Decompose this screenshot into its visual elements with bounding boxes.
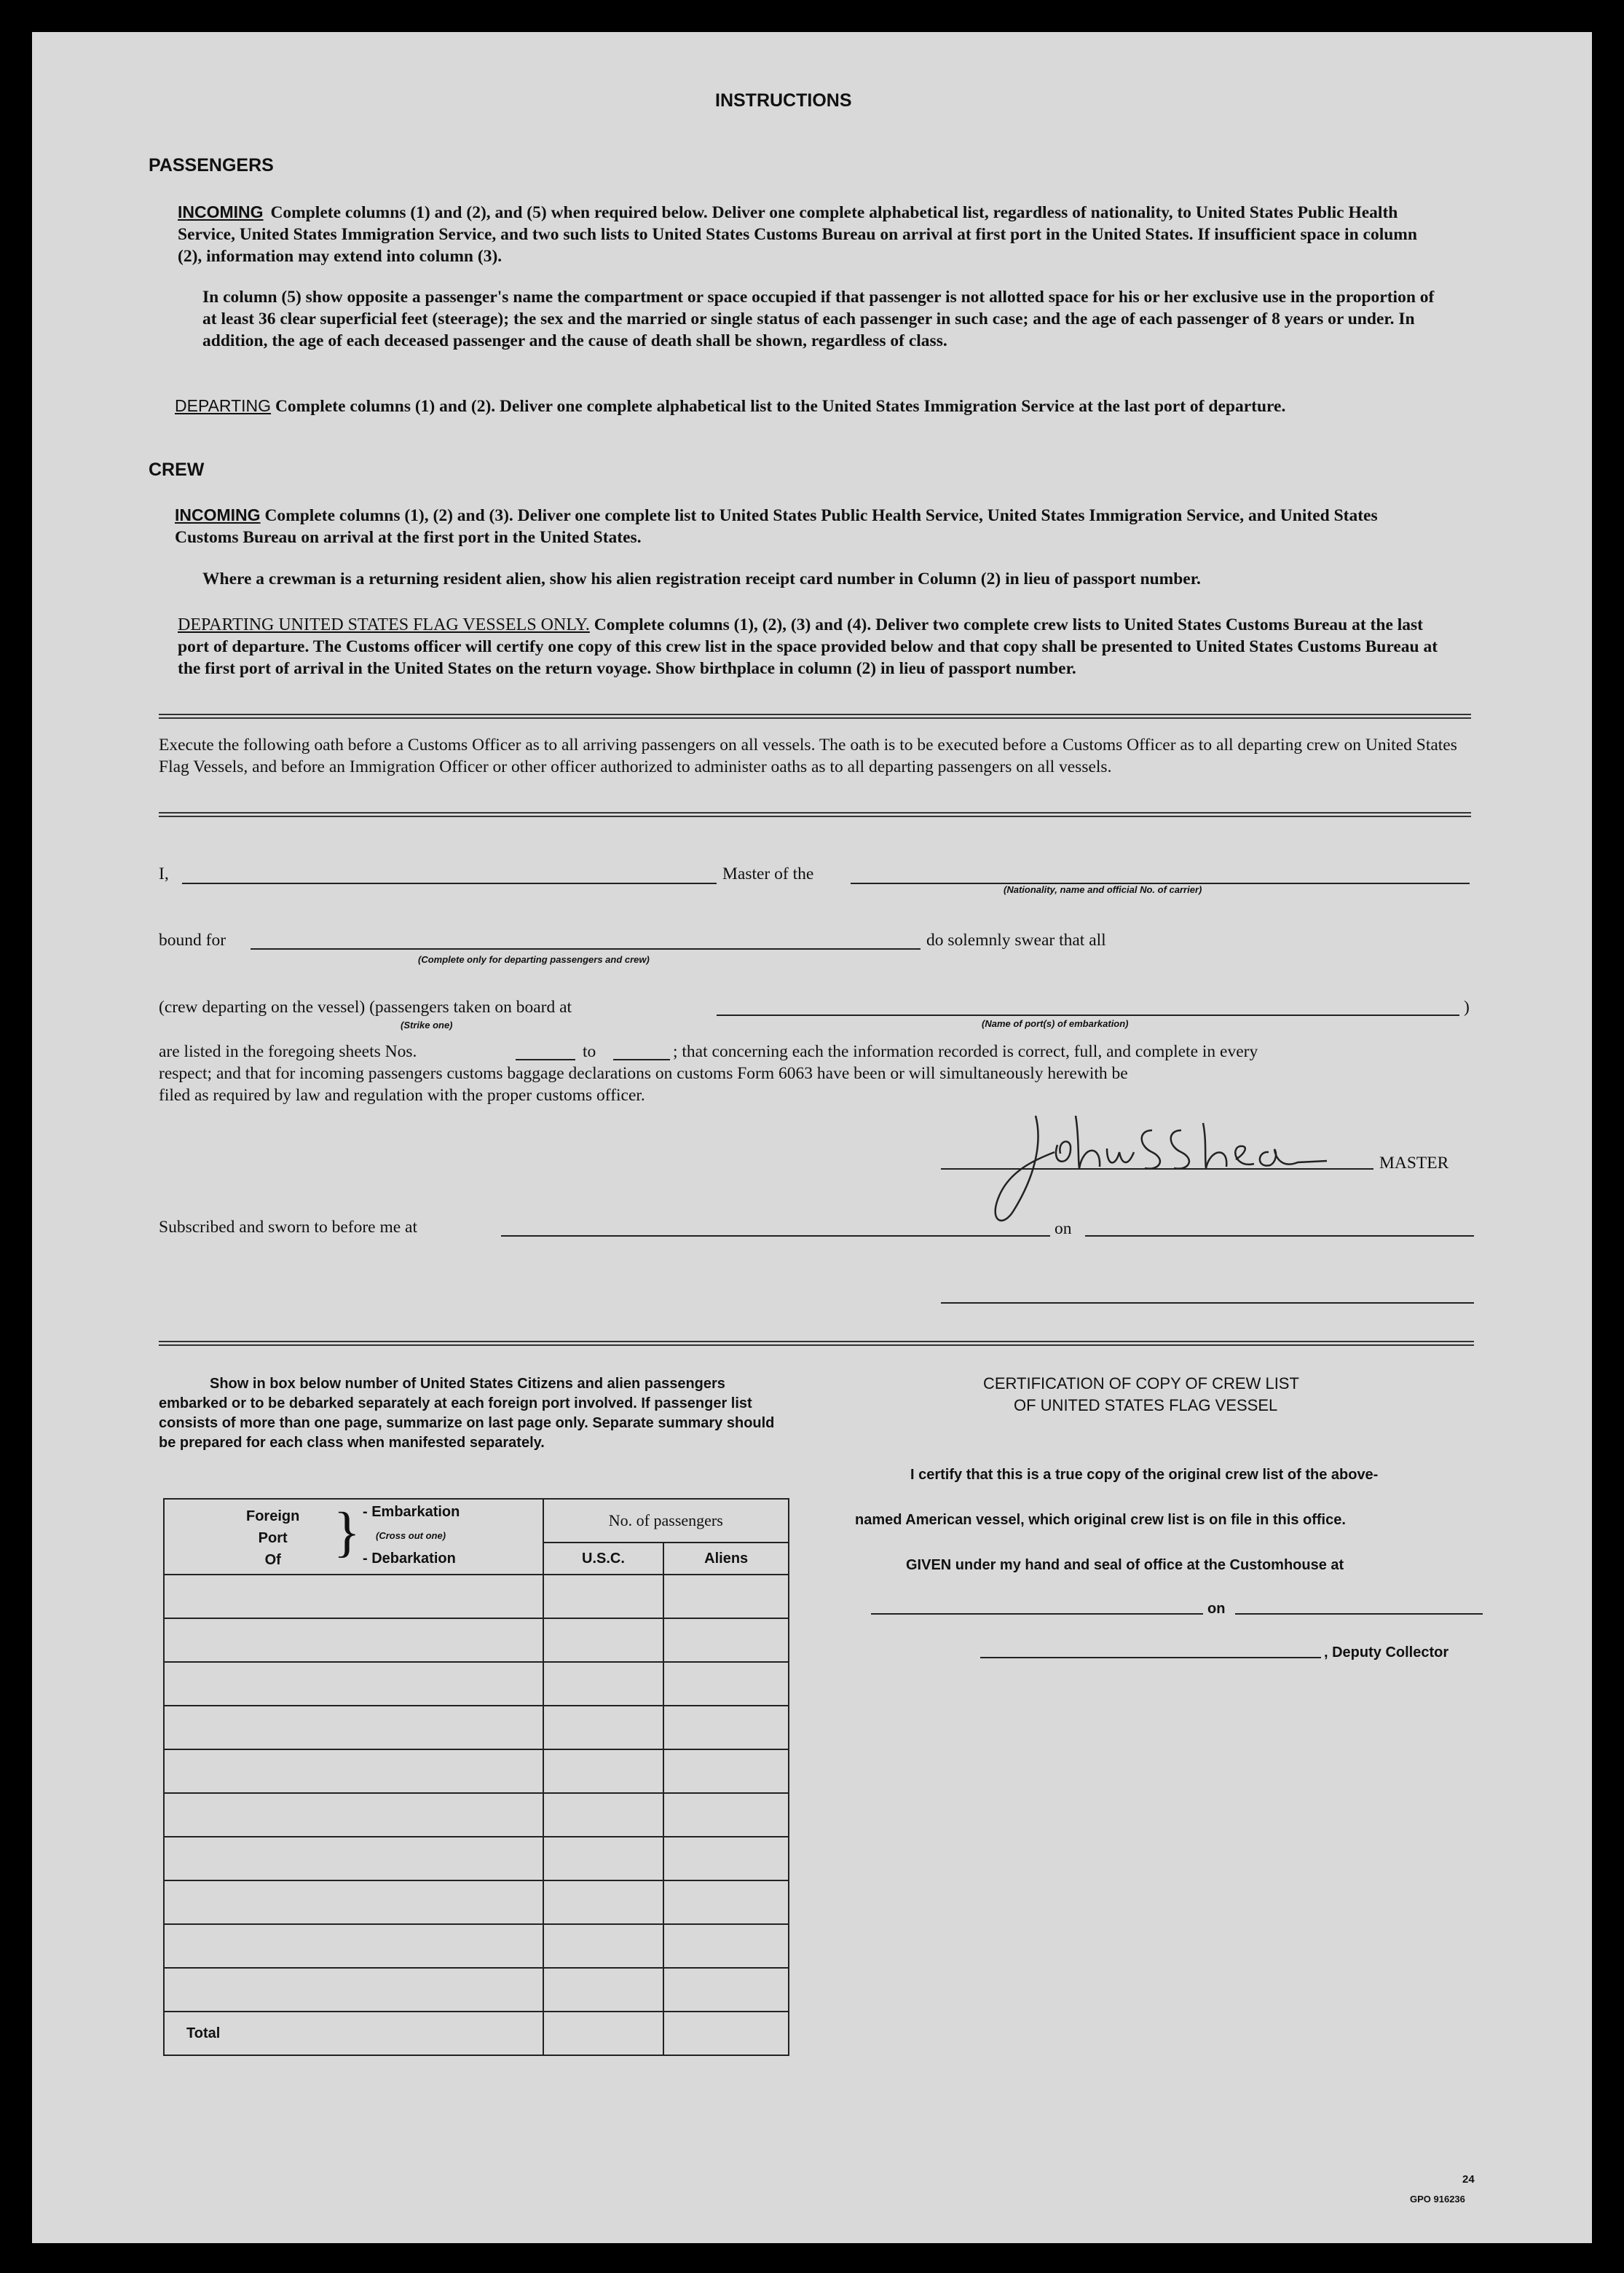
aliens-cell[interactable] — [663, 1793, 789, 1837]
listed-text-c: respect; and that for incoming passengers customs baggage declarations on customs Form 6063 have been or will simultaneously herewith be — [159, 1064, 1128, 1083]
embarkation-label: - Embarkation — [363, 1504, 460, 1520]
sworn-place-field[interactable] — [501, 1235, 1050, 1237]
aliens-cell[interactable] — [663, 1618, 789, 1662]
passengers-heading: PASSENGERS — [149, 155, 274, 176]
bound-for-label: bound for — [159, 931, 226, 950]
page-mark: 24 — [1462, 2173, 1475, 2186]
passengers-incoming-label: INCOMING — [178, 202, 264, 221]
table-row — [164, 1968, 789, 2012]
port-cell[interactable] — [164, 1880, 543, 1924]
usc-cell[interactable] — [543, 1706, 664, 1749]
port-cell[interactable] — [164, 1968, 543, 2012]
total-row — [164, 2012, 789, 2055]
subscribed-label: Subscribed and sworn to before me at — [159, 1218, 418, 1237]
total-usc-cell[interactable] — [543, 2012, 664, 2055]
crew-departing-text-line: (crew departing on the vessel) (passengers taken on board at — [159, 998, 572, 1017]
port-cell[interactable] — [164, 1706, 543, 1749]
crew-resident-note: Where a crewman is a returning resident alien, show his alien registration receipt card number in Column (2) in lieu of passport number. — [202, 570, 1201, 588]
strike-caption: (Strike one) — [401, 1020, 453, 1031]
aliens-header: Aliens — [663, 1543, 789, 1575]
divider — [159, 812, 1471, 817]
aliens-cell[interactable] — [663, 1924, 789, 1968]
master-of-the-label: Master of the — [722, 864, 814, 883]
aliens-cell[interactable] — [663, 1837, 789, 1880]
port-cell[interactable] — [164, 1749, 543, 1793]
sworn-on-label: on — [1055, 1219, 1072, 1238]
crew-incoming-label: INCOMING — [175, 505, 261, 524]
usc-cell[interactable] — [543, 1968, 664, 2012]
total-label: Total — [164, 2012, 543, 2055]
passenger-summary-table — [163, 1498, 789, 2056]
certification-line-3: GIVEN under my hand and seal of office at the Customhouse at — [906, 1557, 1344, 1573]
passengers-incoming — [178, 201, 1445, 267]
aliens-cell[interactable] — [663, 1662, 789, 1706]
officer-signature-field[interactable] — [941, 1302, 1474, 1304]
deputy-collector-label: , Deputy Collector — [1324, 1644, 1449, 1661]
close-paren: ) — [1464, 998, 1470, 1017]
bound-for-field[interactable] — [251, 948, 921, 950]
no-passengers-header: No. of passengers — [543, 1499, 789, 1543]
aliens-cell[interactable] — [663, 1749, 789, 1793]
crew-departing-text: Complete columns (1), (2), (3) and (4). Deliver two complete crew lists to United States Customs Bureau at the last port of departure. The Customs officer will certify one copy of this crew list in the space provided below and that copy shall be presented to United States Customs Bureau at the first port of arrival in the United States on the return voyage. Show birthplace in column (2) in lieu of passport number. — [178, 615, 1438, 678]
certification-heading-2: OF UNITED STATES FLAG VESSEL — [1014, 1396, 1278, 1414]
ports-caption: (Name of port(s) of embarkation) — [982, 1018, 1129, 1029]
total-aliens-cell[interactable] — [663, 2012, 789, 2055]
brace-icon: } — [334, 1502, 360, 1563]
sheet-to-field[interactable] — [613, 1059, 670, 1060]
port-cell[interactable] — [164, 1924, 543, 1968]
sworn-date-field[interactable] — [1085, 1235, 1474, 1237]
passengers-departing — [175, 395, 1445, 417]
passengers-incoming-text: Complete columns (1) and (2), and (5) when required below. Deliver one complete alphabetical list, regardless of nationality, to United States Public Health Service, United States Immigration Service, and two such lists to United States Customs Bureau on arrival at first port in the United States. If insufficient space in column (2), information may extend into column (3). — [178, 203, 1417, 266]
carrier-caption: (Nationality, name and official No. of carrier) — [1004, 884, 1202, 895]
summary-note: Show in box below number of United States Citizens and alien passengers embarked or to be debarked separately at each foreign port involved. If passenger list consists of more than one page, summarize on last page only. Separate summary should be prepared for each class when manifested separately. — [159, 1376, 775, 1451]
port-cell[interactable] — [164, 1575, 543, 1618]
master-name-field[interactable] — [182, 883, 717, 884]
usc-cell[interactable] — [543, 1618, 664, 1662]
table-row — [164, 1837, 789, 1880]
table-row — [164, 1749, 789, 1793]
of-label: Of — [264, 1552, 281, 1568]
listed-label: are listed in the foregoing sheets Nos. — [159, 1042, 417, 1061]
passengers-departing-text: Complete columns (1) and (2). Deliver one complete alphabetical list to the United States Immigration Service at the last port of departure. — [275, 397, 1286, 416]
aliens-cell[interactable] — [663, 1968, 789, 2012]
crew-departing-label: DEPARTING UNITED STATES FLAG VESSELS ONLY. — [178, 615, 590, 634]
aliens-cell[interactable] — [663, 1706, 789, 1749]
deputy-collector-field[interactable] — [980, 1657, 1321, 1658]
aliens-cell[interactable] — [663, 1575, 789, 1618]
page-title: INSTRUCTIONS — [715, 90, 852, 111]
port-cell[interactable] — [164, 1662, 543, 1706]
usc-header: U.S.C. — [543, 1543, 664, 1575]
aliens-cell[interactable] — [663, 1880, 789, 1924]
listed-text-d: filed as required by law and regulation with the proper customs officer. — [159, 1086, 645, 1105]
debarkation-label: - Debarkation — [363, 1551, 456, 1567]
divider — [159, 1341, 1474, 1346]
passengers-departing-label: DEPARTING — [175, 396, 272, 415]
certification-line-2: named American vessel, which original crew list is on file in this office. — [855, 1512, 1346, 1528]
bound-caption: (Complete only for departing passengers and crew) — [418, 954, 650, 965]
usc-cell[interactable] — [543, 1793, 664, 1837]
table-row — [164, 1575, 789, 1618]
master-label: MASTER — [1379, 1154, 1449, 1173]
table-row — [164, 1924, 789, 1968]
gpo-code: GPO 916236 — [1410, 2194, 1465, 2205]
crew-incoming — [175, 504, 1445, 548]
certification-heading-1: CERTIFICATION OF COPY OF CREW LIST — [983, 1374, 1299, 1392]
oath-i-label: I, — [159, 864, 169, 883]
port-cell[interactable] — [164, 1837, 543, 1880]
usc-cell[interactable] — [543, 1837, 664, 1880]
passengers-column5: In column (5) show opposite a passenger's name the compartment or space occupied if that passenger is not allotted space for his or her exclusive use in the proportion of at least 36 clear superficial feet (steerage); the sex and the married or single status of each passenger in such case; and the age of each passenger of 8 years or under. In addition, the age of each deceased passenger and the cause of death shall be shown, regardless of class. — [202, 288, 1435, 350]
crew-incoming-text: Complete columns (1), (2) and (3). Deliver one complete list to United States Public Health Service, United States Immigration Service, and United States Customs Bureau on arrival at the first port in the United States. — [175, 506, 1378, 547]
port-label: Port — [258, 1530, 288, 1546]
oath-intro: Execute the following oath before a Customs Officer as to all arriving passengers on all vessels. The oath is to be executed before a Customs Officer as to all departing crew on United States Flag Vessels, and before an Immigration Officer or other officer authorized to administer oaths as to all departing passengers on all vessels. — [159, 736, 1457, 776]
table-row — [164, 1880, 789, 1924]
certification-on-label: on — [1207, 1601, 1226, 1617]
table-row — [164, 1793, 789, 1837]
signature-image — [985, 1101, 1392, 1232]
port-cell[interactable] — [164, 1618, 543, 1662]
table-row — [164, 1618, 789, 1662]
sheet-from-field[interactable] — [516, 1059, 575, 1060]
usc-cell[interactable] — [543, 1662, 664, 1706]
table-row — [164, 1706, 789, 1749]
usc-cell[interactable] — [543, 1924, 664, 1968]
listed-to-label: to — [583, 1042, 596, 1061]
customhouse-field[interactable] — [871, 1613, 1203, 1615]
foreign-label: Foreign — [246, 1508, 300, 1524]
divider — [159, 714, 1471, 719]
listed-text-b: ; that concerning each the information recorded is correct, full, and complete in every — [673, 1042, 1258, 1061]
certification-date-field[interactable] — [1235, 1613, 1483, 1615]
crew-departing — [178, 614, 1445, 679]
usc-cell[interactable] — [543, 1575, 664, 1618]
port-header-cell — [164, 1499, 543, 1575]
crew-heading: CREW — [149, 460, 205, 480]
usc-cell[interactable] — [543, 1749, 664, 1793]
certification-line-1: I certify that this is a true copy of the original crew list of the above- — [910, 1467, 1379, 1483]
port-cell[interactable] — [164, 1793, 543, 1837]
cross-out-caption: (Cross out one) — [376, 1530, 446, 1541]
table-row — [164, 1662, 789, 1706]
usc-cell[interactable] — [543, 1880, 664, 1924]
embarkation-port-field[interactable] — [717, 1015, 1459, 1016]
swear-text: do solemnly swear that all — [926, 931, 1106, 950]
